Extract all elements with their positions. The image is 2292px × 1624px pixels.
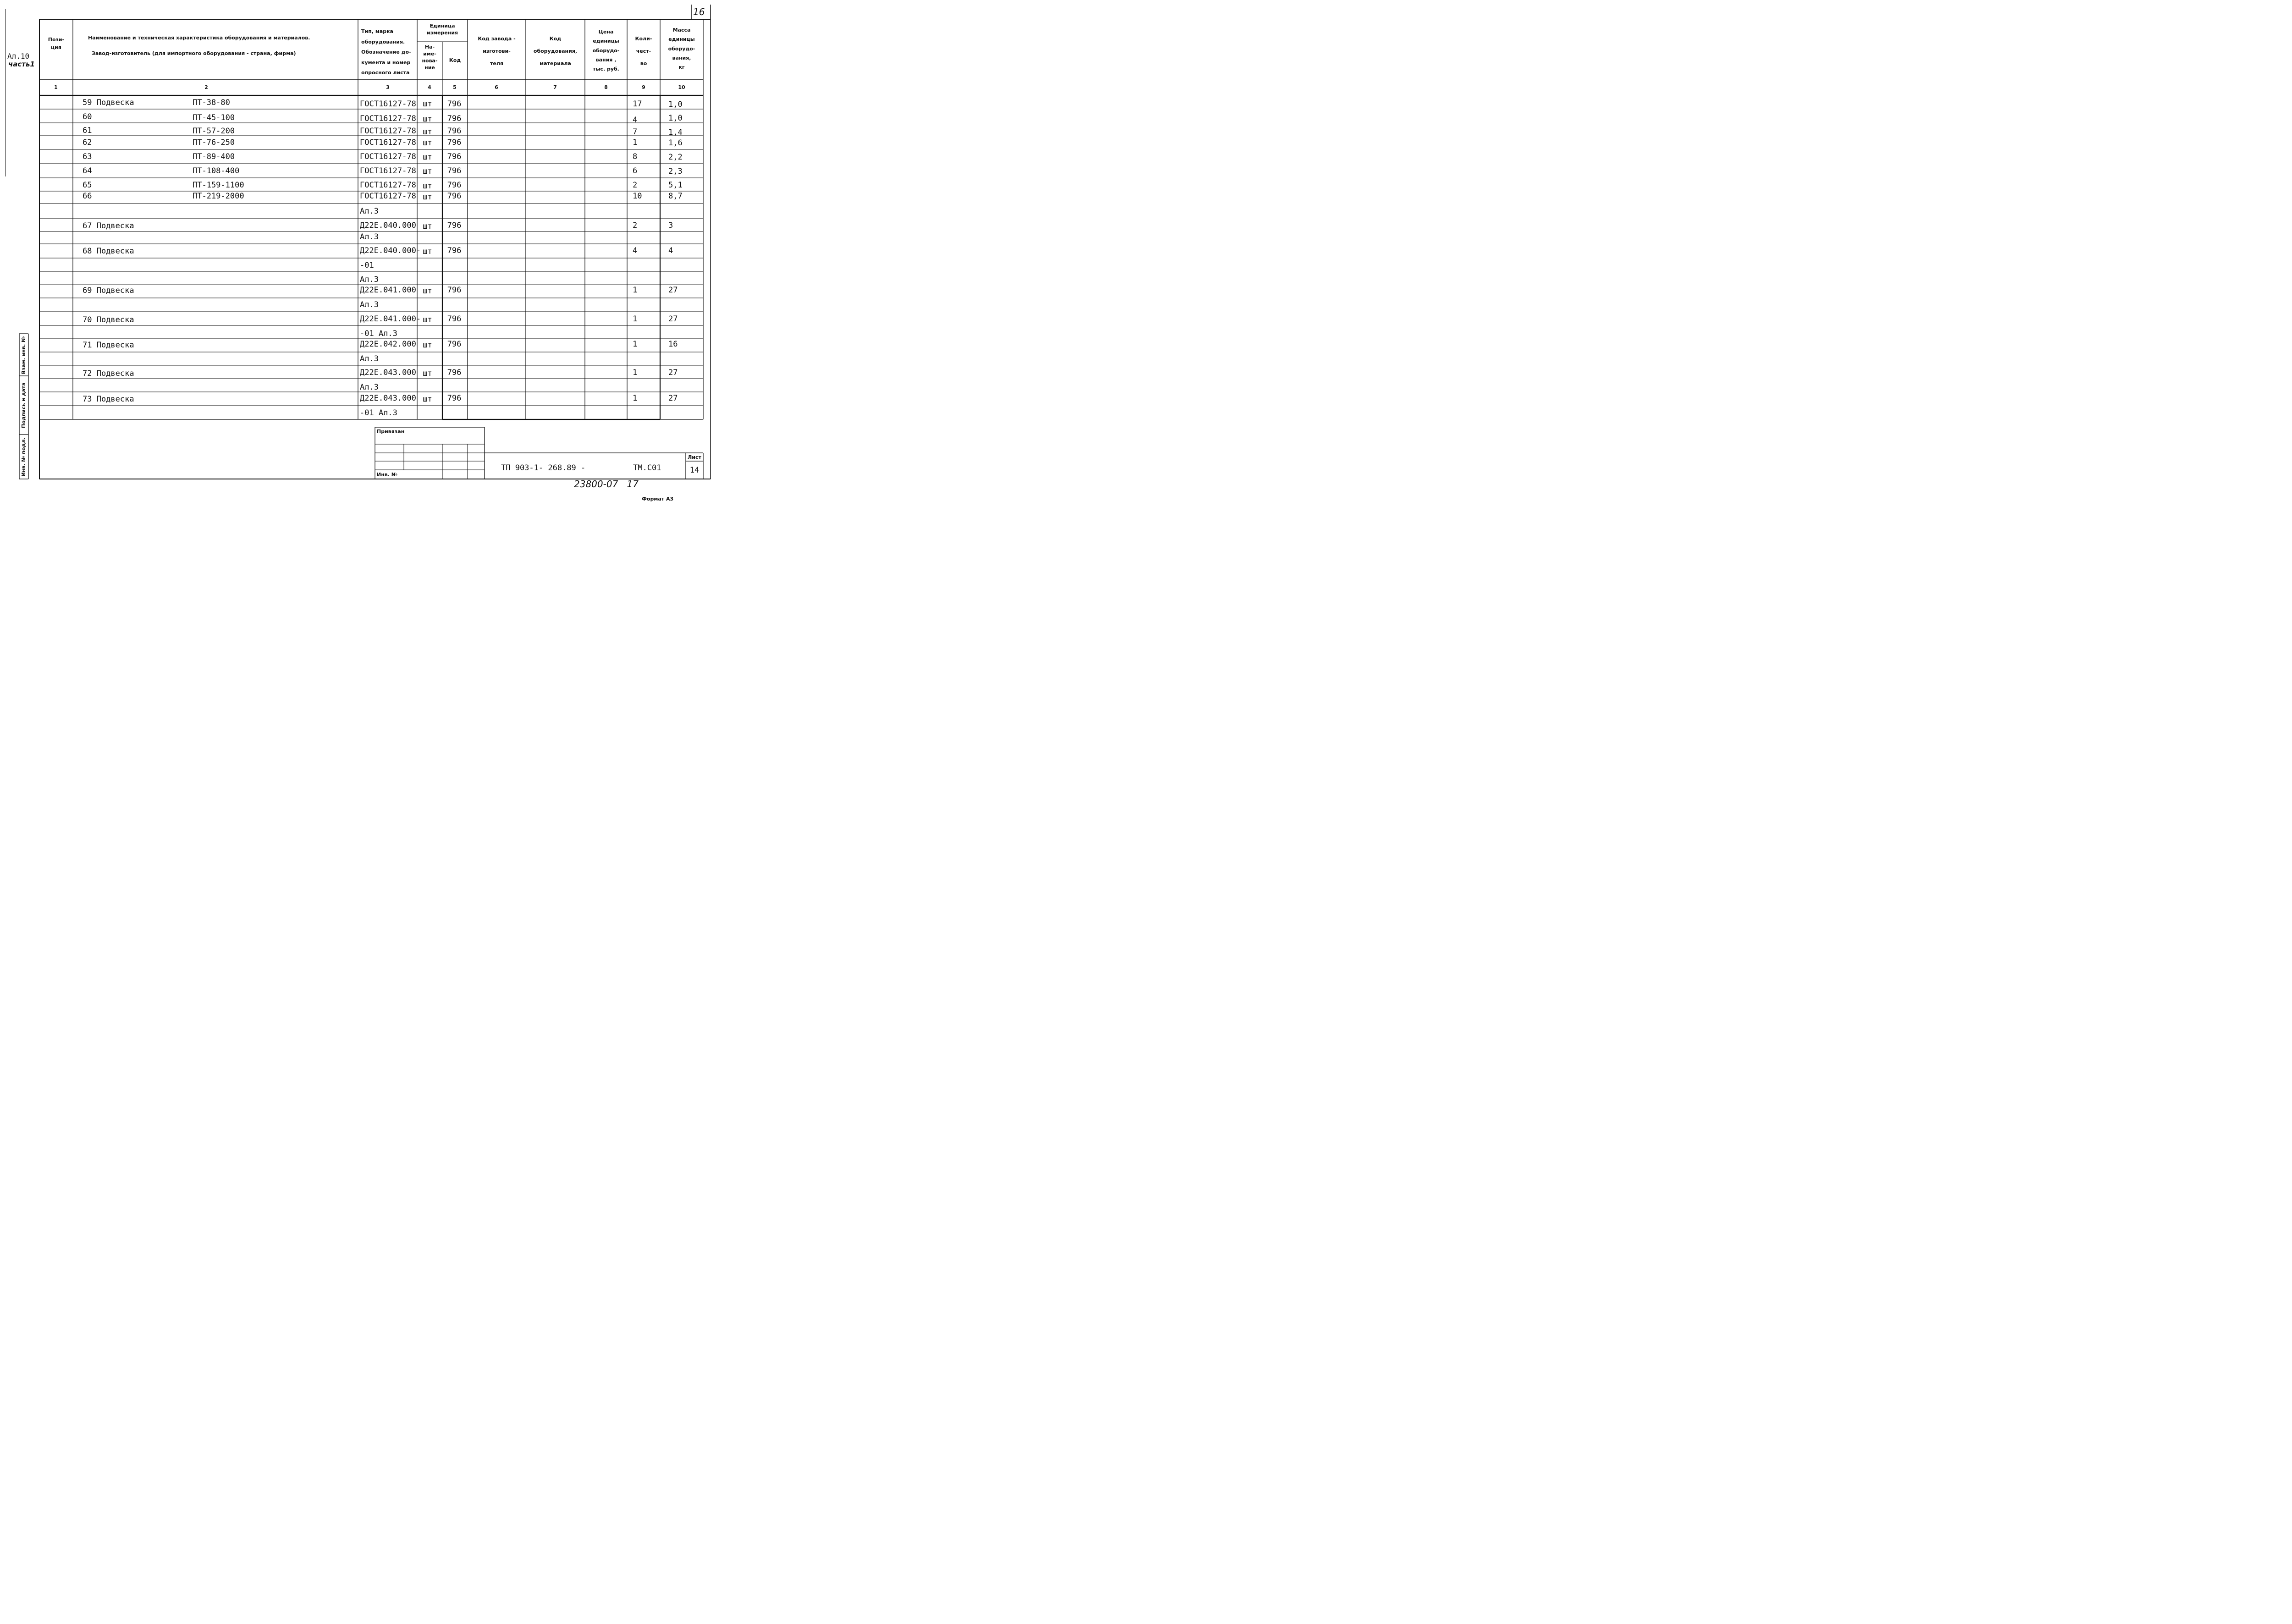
row-qty: 17 (633, 99, 642, 109)
row-name: 60 (83, 112, 92, 121)
row-mass: 1,4 (668, 128, 683, 137)
row-type: ПТ-89-400 (193, 152, 235, 161)
header-col5: Код (449, 57, 461, 63)
row-qty: 1 (633, 340, 638, 349)
row-mass: 2,2 (668, 153, 683, 162)
row-doc: Д22Е.040.000 (360, 221, 416, 230)
row-code: 796 (447, 181, 462, 190)
row-name: 61 (83, 126, 92, 135)
header-col8: Цена единицы оборудо- вания , тыс. руб. (592, 29, 620, 72)
row-name: 69 Подвеска (83, 286, 134, 295)
row-unit: шт (423, 341, 432, 350)
row-doc: Д22Е.043.000 (360, 394, 416, 403)
row-doc: -01 Ал.3 (360, 329, 397, 338)
col-number-9: 9 (642, 84, 645, 90)
row-qty: 1 (633, 138, 638, 147)
side-label-podpis-wrap (0, 382, 51, 428)
row-doc: Д22Е.041.000- (360, 314, 421, 324)
row-mass: 4 (668, 246, 673, 255)
sheet-number-top: 16 (693, 6, 705, 17)
row-doc: ГОСТ16127-78 (360, 138, 416, 147)
row-qty: 2 (633, 221, 638, 230)
row-name: 65 (83, 181, 92, 190)
row-qty: 1 (633, 368, 638, 377)
side-label-vzam: Взам. инв. № (21, 336, 27, 374)
row-code: 796 (447, 127, 462, 136)
margin-note-line1: Ал.10 (7, 52, 30, 61)
row-code: 796 (447, 138, 462, 147)
row-mass: 1,0 (668, 114, 683, 123)
row-type: ПТ-76-250 (193, 138, 235, 147)
row-name: 71 Подвеска (83, 341, 134, 350)
row-type: ПТ-219-2000 (193, 192, 244, 201)
row-doc: Ал.3 (360, 207, 379, 216)
list-number: 14 (689, 466, 700, 475)
row-unit: шт (423, 222, 432, 231)
stamp-privyazan: Привязан (377, 429, 405, 435)
row-doc: Д22Е.042.000 (360, 340, 416, 349)
header-col3: Тип, марка оборудования. Обозначение до- кумента и номер опросного листа (361, 28, 411, 76)
row-name: 59 Подвеска (83, 98, 134, 107)
row-doc: Ал.3 (360, 300, 379, 309)
row-qty: 4 (633, 116, 638, 125)
row-code: 796 (447, 394, 462, 403)
row-doc: ГОСТ16127-78 (360, 166, 416, 176)
row-type: ПТ-159-1100 (193, 181, 244, 190)
row-doc: Ал.3 (360, 354, 379, 363)
row-unit: шт (423, 395, 432, 404)
row-mass: 27 (668, 286, 678, 295)
row-doc: ГОСТ16127-78 (360, 99, 416, 109)
side-label-vzam-wrap (1, 336, 47, 374)
row-doc: Ал.3 (360, 275, 379, 284)
col-number-3: 3 (386, 84, 390, 90)
row-code: 796 (447, 114, 462, 123)
row-code: 796 (447, 99, 462, 109)
doc-code: ТМ.С01 (633, 463, 661, 473)
row-code: 796 (447, 340, 462, 349)
row-name: 73 Подвеска (83, 395, 134, 404)
col-number-4: 4 (428, 84, 431, 90)
col-number-6: 6 (495, 84, 498, 90)
header-col2-line1: Наименование и техническая характеристика оборудования и материалов. (88, 35, 310, 41)
side-label-inv-wrap (1, 437, 47, 477)
row-code: 796 (447, 314, 462, 324)
margin-note-line2: часть1 (8, 60, 35, 68)
header-unit-group: Единица измерения (426, 23, 458, 36)
row-unit: шт (423, 286, 432, 296)
row-qty: 1 (633, 286, 638, 295)
row-name: 64 (83, 166, 92, 176)
header-col10: Масса единицы оборудо- вания, кг (668, 27, 695, 71)
row-mass: 16 (668, 340, 678, 349)
header-col2-line2: Завод-изготовитель (для импортного оборудования - страна, фирма) (92, 50, 296, 56)
row-qty: 2 (633, 181, 638, 190)
row-code: 796 (447, 246, 462, 255)
row-mass: 3 (668, 221, 673, 230)
row-mass: 27 (668, 394, 678, 403)
row-qty: 6 (633, 166, 638, 176)
col-number-2: 2 (204, 84, 208, 90)
row-qty: 7 (633, 127, 638, 137)
row-type: ПТ-45-100 (193, 113, 235, 122)
row-name: 68 Подвеска (83, 247, 134, 256)
row-unit: шт (423, 153, 432, 162)
row-doc: -01 (360, 261, 374, 270)
row-name: 70 Подвеска (83, 315, 134, 325)
row-qty: 8 (633, 152, 638, 161)
row-name: 66 (83, 192, 92, 201)
row-mass: 1,0 (668, 100, 683, 109)
doc-designation: ТП 903-1- 268.89 - (501, 463, 586, 473)
row-unit: шт (423, 167, 432, 176)
row-type: ПТ-57-200 (193, 127, 235, 136)
header-col9: Коли- чест- во (635, 36, 652, 66)
header-col7: Код оборудования, материала (533, 36, 578, 66)
row-doc: Ал.3 (360, 383, 379, 392)
header-col4: На- име- нова- ние (422, 44, 438, 71)
row-code: 796 (447, 368, 462, 377)
row-qty: 1 (633, 394, 638, 403)
col-number-8: 8 (604, 84, 608, 90)
row-qty: 10 (633, 192, 642, 201)
list-label: Лист (688, 454, 701, 460)
row-doc: ГОСТ16127-78 (360, 152, 416, 161)
row-doc: Д22Е.040.000- (360, 246, 421, 255)
row-code: 796 (447, 166, 462, 176)
row-unit: шт (423, 115, 432, 124)
row-doc: Д22Е.041.000 (360, 286, 416, 295)
header-col1: Пози- ция (48, 37, 65, 51)
row-mass: 2,3 (668, 167, 683, 176)
col-number-10: 10 (678, 84, 685, 90)
side-label-podpis: Подпись и дата (21, 382, 27, 428)
row-doc: ГОСТ16127-78 (360, 192, 416, 201)
row-unit: шт (423, 127, 432, 137)
format-label: Формат А3 (642, 496, 674, 502)
col-number-7: 7 (553, 84, 557, 90)
row-name: 62 (83, 138, 92, 147)
row-code: 796 (447, 192, 462, 201)
row-code: 796 (447, 221, 462, 230)
row-doc: Ал.3 (360, 232, 379, 242)
row-name: 72 Подвеска (83, 369, 134, 378)
row-doc: ГОСТ16127-78 (360, 181, 416, 190)
row-name: 67 Подвеска (83, 221, 134, 231)
row-type: ПТ-108-400 (193, 166, 240, 176)
side-label-inv: Инв. № подл. (21, 437, 27, 477)
row-unit: шт (423, 193, 432, 202)
row-unit: шт (423, 315, 432, 325)
row-qty: 1 (633, 314, 638, 324)
row-doc: ГОСТ16127-78 (360, 127, 416, 136)
stamp-inv-no: Инв. № (377, 472, 398, 478)
row-doc: ГОСТ16127-78 (360, 114, 416, 123)
row-name: 63 (83, 152, 92, 161)
row-unit: шт (423, 182, 432, 191)
row-code: 796 (447, 286, 462, 295)
row-qty: 4 (633, 246, 638, 255)
row-mass: 27 (668, 314, 678, 324)
col-number-1: 1 (54, 84, 58, 90)
row-doc: -01 Ал.3 (360, 408, 397, 418)
row-unit: шт (423, 369, 432, 378)
col-number-5: 5 (453, 84, 457, 90)
row-mass: 1,6 (668, 138, 683, 148)
row-unit: шт (423, 138, 432, 148)
row-doc: Д22Е.043.000 (360, 368, 416, 377)
row-code: 796 (447, 152, 462, 161)
row-type: ПТ-38-80 (193, 98, 230, 107)
row-unit: шт (423, 247, 432, 256)
header-col6: Код завода - изготови- теля (478, 36, 516, 66)
row-mass: 27 (668, 368, 678, 377)
row-mass: 8,7 (668, 192, 683, 201)
archive-number: 23800-07 17 (574, 479, 639, 490)
row-unit: шт (423, 99, 432, 109)
row-mass: 5,1 (668, 181, 683, 190)
